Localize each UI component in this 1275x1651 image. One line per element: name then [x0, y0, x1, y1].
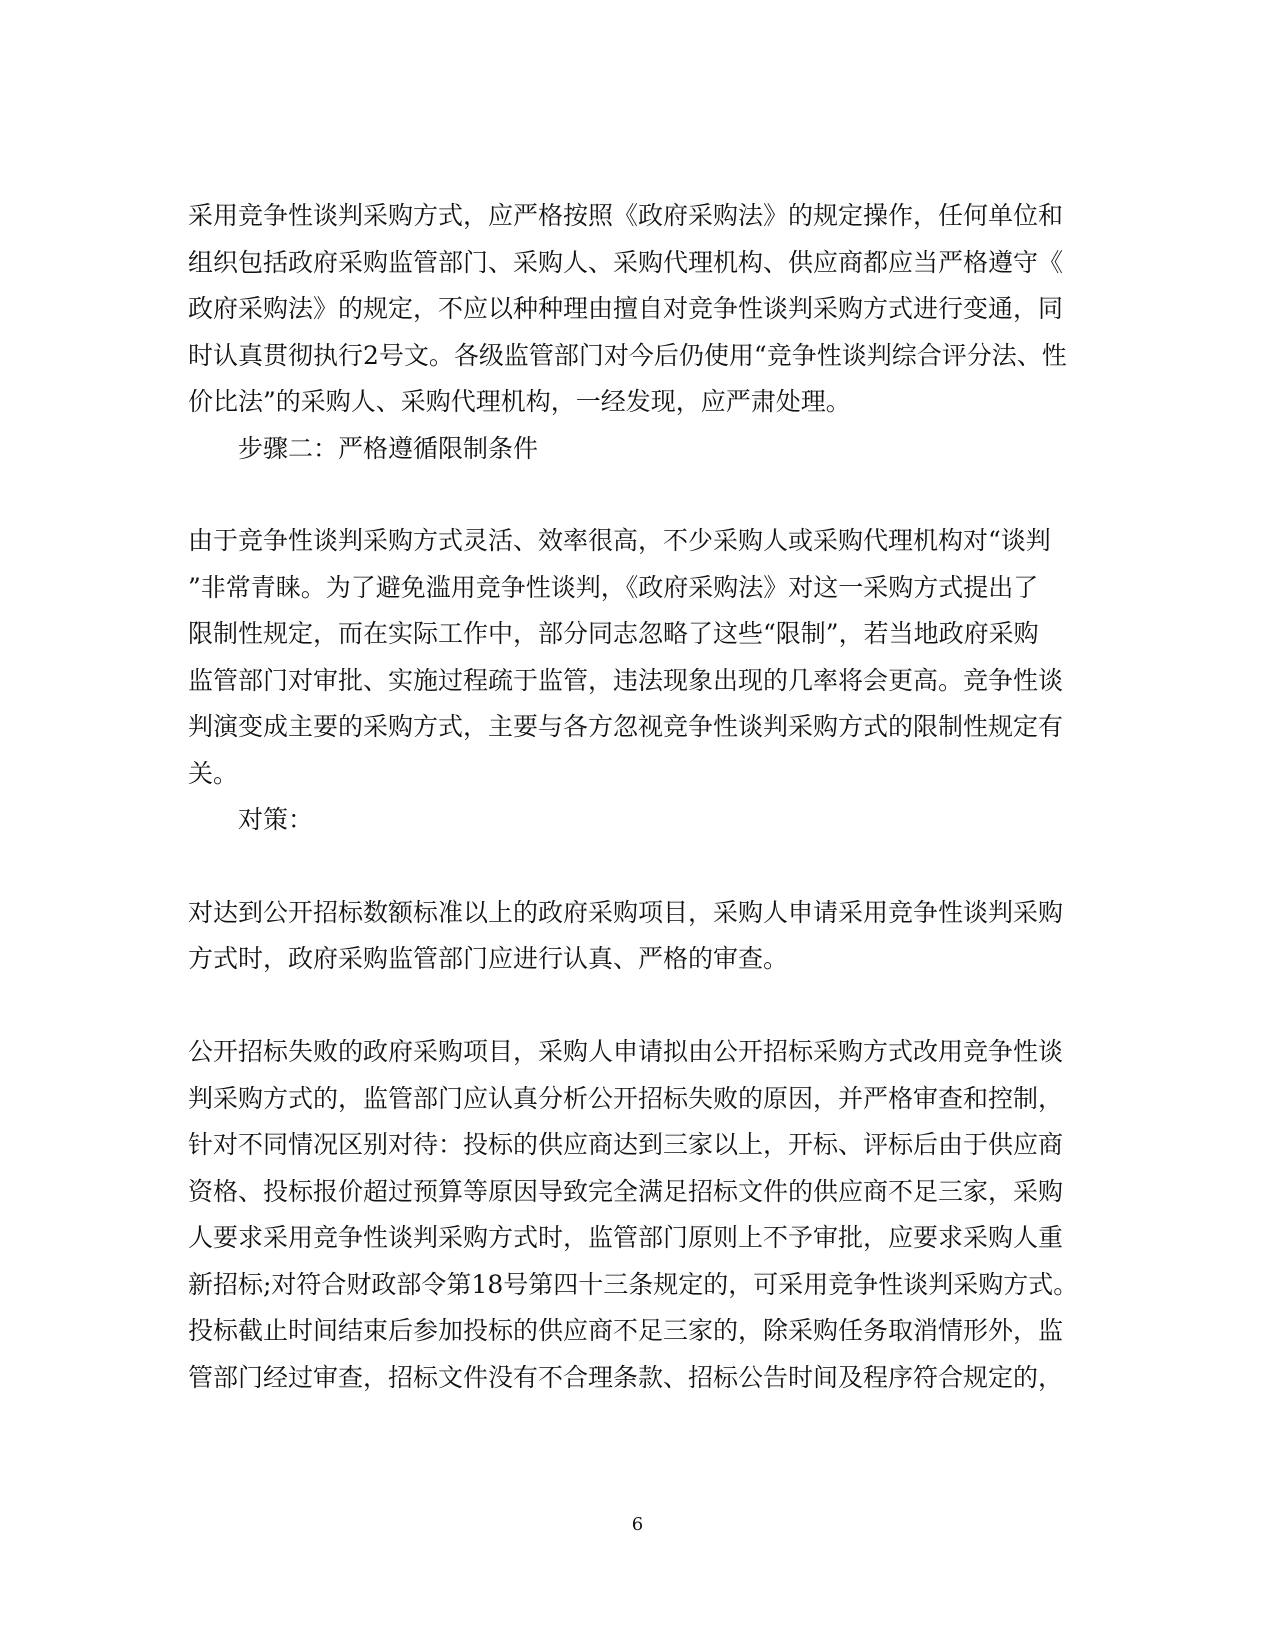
- paragraph-2-line-2: ”非常青睐。为了避免滥用竞争性谈判，《政府采购法》对这一采购方式提出了: [188, 573, 1039, 602]
- paragraph-3-line-1: 对达到公开招标数额标准以上的政府采购项目，采购人申请采用竞争性谈判采购: [188, 898, 1064, 927]
- paragraph-1-line-1: 采用竞争性谈判采购方式，应严格按照《政府采购法》的规定操作，任何单位和: [188, 201, 1064, 230]
- paragraph-4-line-1: 公开招标失败的政府采购项目，采购人申请拟由公开招标采购方式改用竞争性谈: [188, 1037, 1064, 1066]
- paragraph-4-line-3: 针对不同情况区别对待：投标的供应商达到三家以上，开标、评标后由于供应商: [188, 1130, 1064, 1159]
- paragraph-4-line-5: 人要求采用竞争性谈判采购方式时，监管部门原则上不予审批，应要求采购人重: [188, 1223, 1064, 1252]
- section-heading-step-two: 步骤二：严格遵循限制条件: [238, 434, 539, 463]
- paragraph-2-line-6: 关。: [188, 759, 239, 788]
- paragraph-4-line-4: 资格、投标报价超过预算等原因导致完全满足招标文件的供应商不足三家，采购: [188, 1177, 1064, 1206]
- paragraph-1-line-2: 组织包括政府采购监管部门、采购人、采购代理机构、供应商都应当严格遵守《: [188, 248, 1064, 277]
- paragraph-2-line-3: 限制性规定，而在实际工作中，部分同志忽略了这些“限制”，若当地政府采购: [188, 619, 1039, 648]
- paragraph-3-line-2: 方式时，政府采购监管部门应进行认真、严格的审查。: [188, 944, 789, 973]
- paragraph-2-line-5: 判演变成主要的采购方式，主要与各方忽视竞争性谈判采购方式的限制性规定有: [188, 712, 1064, 741]
- paragraph-2-line-1: 由于竞争性谈判采购方式灵活、效率很高，不少采购人或采购代理机构对“谈判: [188, 526, 1051, 555]
- section-heading-countermeasures: 对策：: [238, 805, 314, 834]
- paragraph-4-line-2: 判采购方式的，监管部门应认真分析公开招标失败的原因，并严格审查和控制，: [188, 1084, 1064, 1113]
- paragraph-1-line-5: 价比法”的采购人、采购代理机构，一经发现，应严肃处理。: [188, 387, 851, 416]
- paragraph-4-line-8: 管部门经过审查，招标文件没有不合理条款、招标公告时间及程序符合规定的，: [188, 1363, 1064, 1392]
- paragraph-4-line-6: 新招标;对符合财政部令第18号第四十三条规定的，可采用竞争性谈判采购方式。: [188, 1270, 1079, 1299]
- paragraph-1-line-4: 时认真贯彻执行2号文。各级监管部门对今后仍使用“竞争性谈判综合评分法、性: [188, 341, 1067, 370]
- paragraph-1-line-3: 政府采购法》的规定，不应以种种理由擅自对竞争性谈判采购方式进行变通，同: [188, 294, 1064, 323]
- paragraph-4-line-7: 投标截止时间结束后参加投标的供应商不足三家的，除采购任务取消情形外，监: [188, 1316, 1064, 1345]
- page-number: 6: [631, 1514, 644, 1535]
- paragraph-2-line-4: 监管部门对审批、实施过程疏于监管，违法现象出现的几率将会更高。竞争性谈: [188, 666, 1064, 695]
